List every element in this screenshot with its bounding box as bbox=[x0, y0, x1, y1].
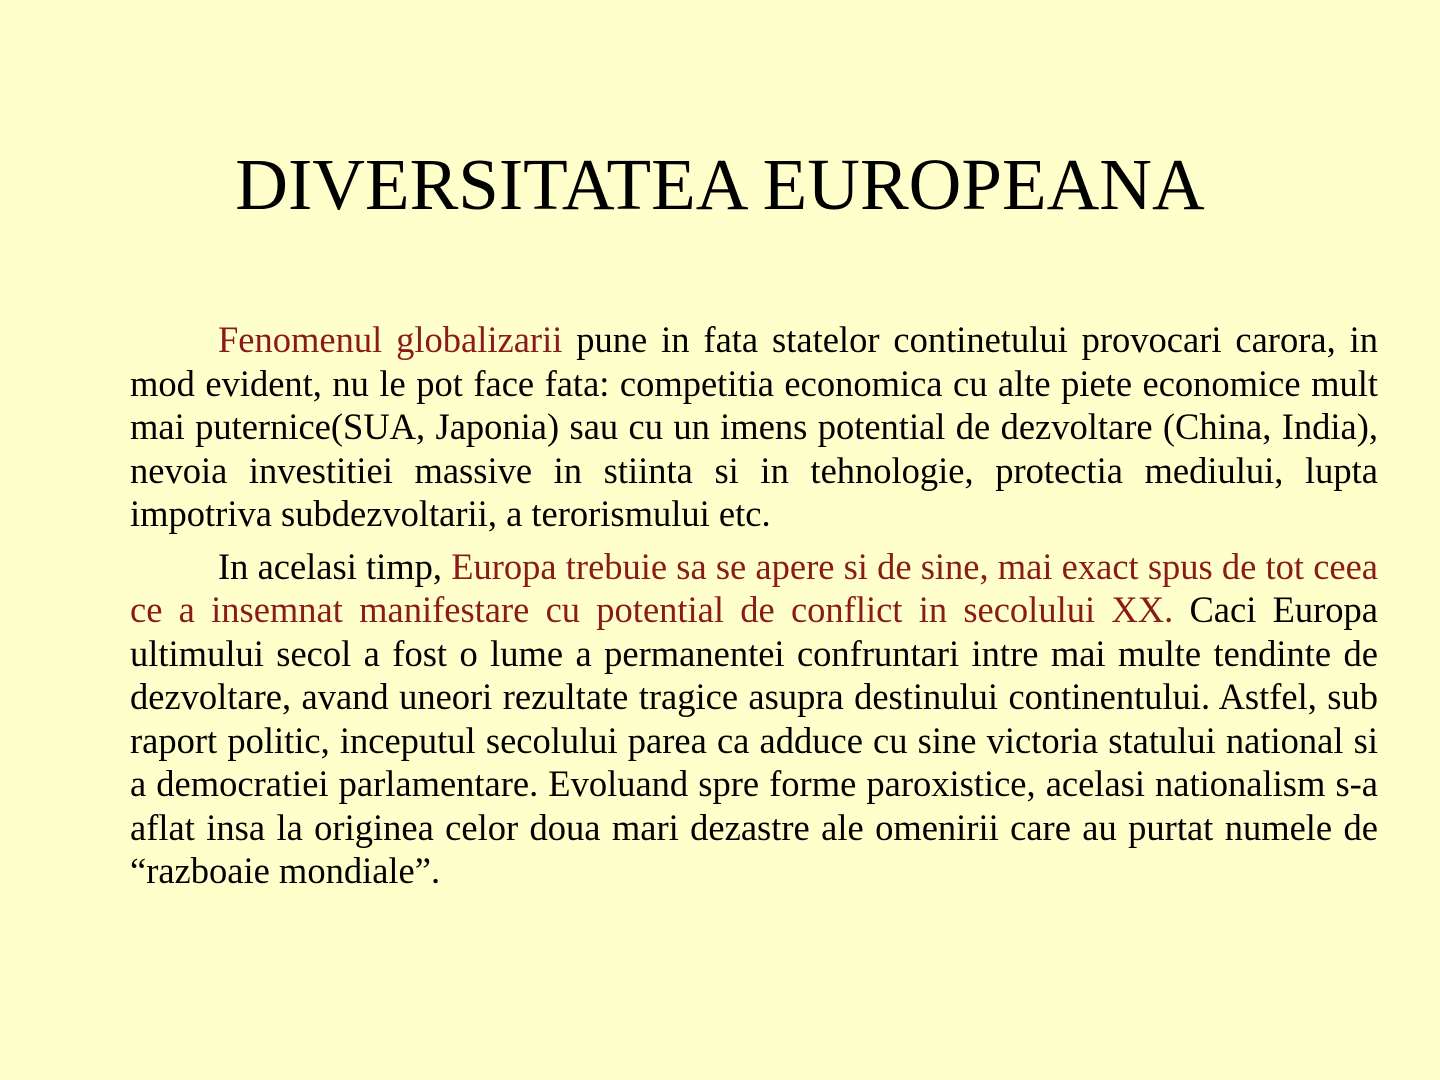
paragraph-2-text: Caci Europa ultimului secol a fost o lume a permanentei confruntari intre mai multe tendinte de dezvoltare, avand uneori rezultate tragice asupra destinului continentului. Astfel, sub raport politic, inceputul secolului parea ca adduce cu sine victoria statului national si a democratiei parlamentare. Evoluand spre forme paroxistice, acelasi nationalism s-a aflat insa la originea celor doua mari dezastre ale omenirii care au purtat numele de “razboaie mondiale”. bbox=[130, 589, 1378, 891]
paragraph-2 bbox=[130, 545, 1378, 893]
paragraph-1-highlight: Fenomenul globalizarii bbox=[218, 319, 563, 360]
paragraph-1 bbox=[130, 318, 1378, 536]
slide-title: DIVERSITATEA EUROPEANA bbox=[235, 144, 1205, 225]
slide-body bbox=[130, 318, 1378, 893]
paragraph-2-lead: In acelasi timp, bbox=[218, 545, 452, 587]
paragraph-2-highlight: Europa trebuie sa se apere si de sine, mai exact spus de tot ceea ce a insemnat manifestare cu potential de conflict in secolului XX. bbox=[130, 545, 1379, 630]
paragraph-1-text: pune in fata statelor continetului provocari carora, in mod evident, nu le pot face fata: competitia economica cu alte piete economice mult mai puternice(SUA, Japonia) sau cu un imens potential de dezvoltare (China, India), nevoia investitiei massive in stiinta si in tehnologie, protectia mediului, lupta impotriva subdezvoltarii, a terorismului etc. bbox=[130, 319, 1378, 534]
